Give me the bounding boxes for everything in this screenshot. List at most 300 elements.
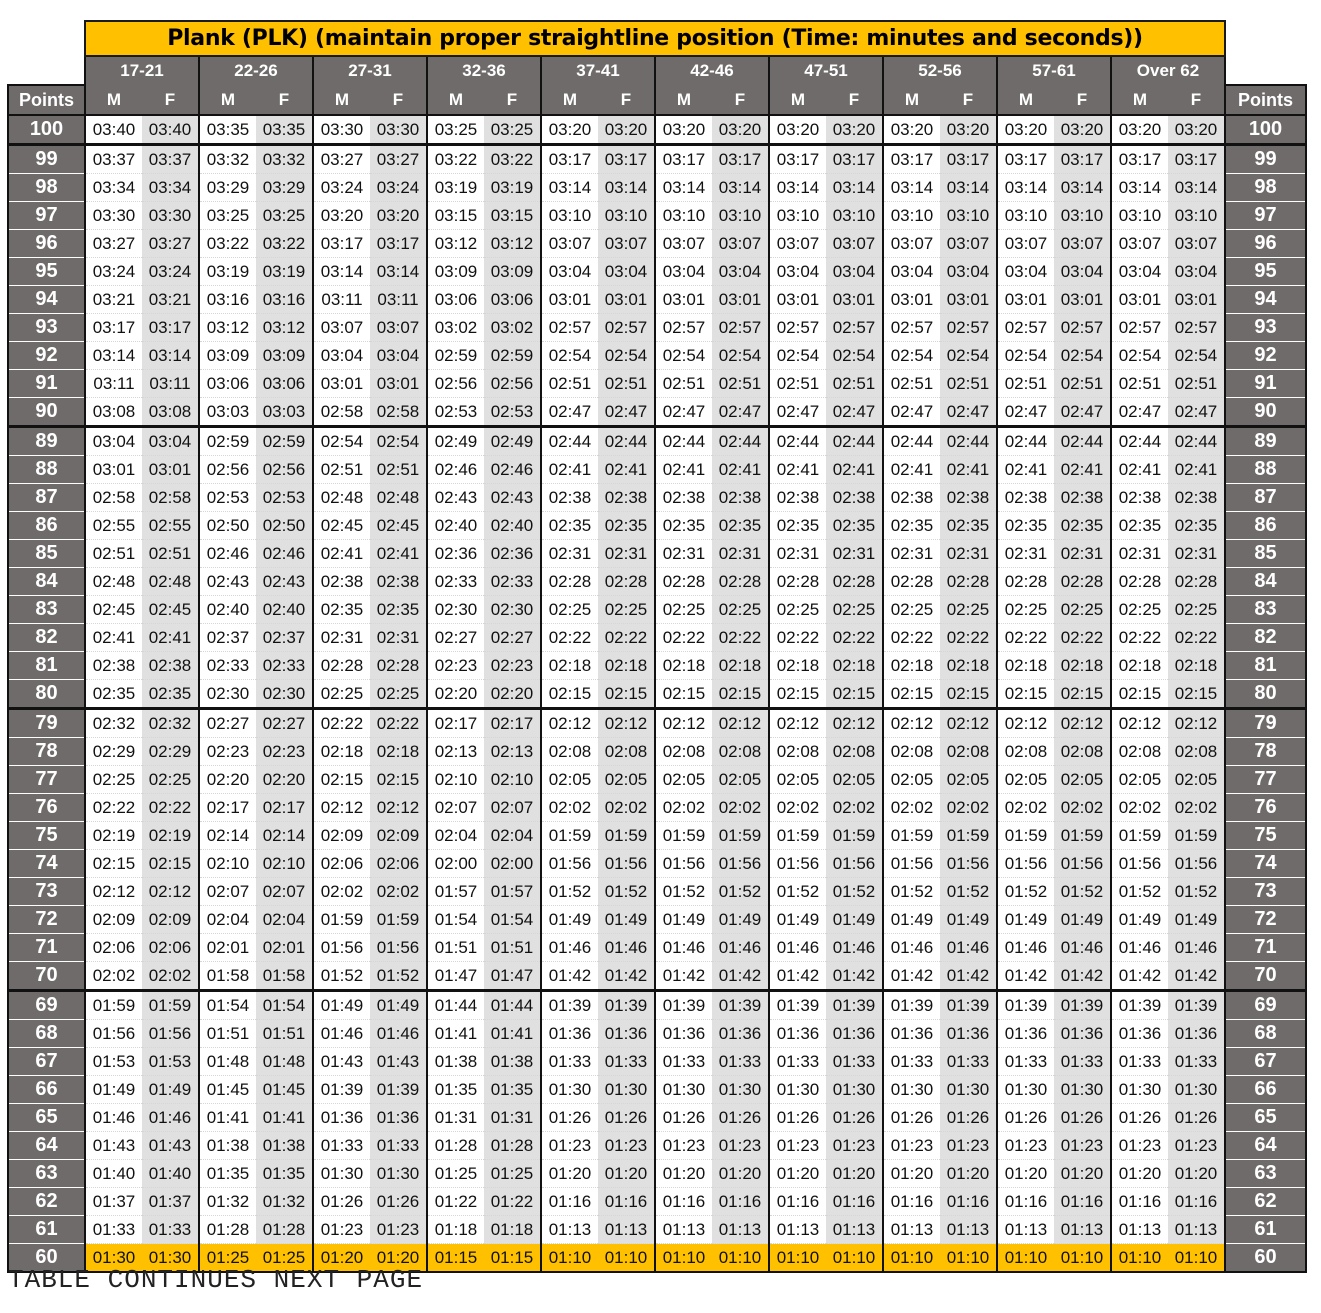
time-cell-male: 03:04 xyxy=(769,258,826,286)
points-cell-left: 82 xyxy=(8,624,85,652)
time-cell-female: 02:59 xyxy=(484,342,541,370)
time-cell-female: 03:17 xyxy=(598,145,655,174)
time-cell-female: 02:35 xyxy=(370,596,427,624)
time-cell-male: 01:25 xyxy=(199,1244,256,1273)
time-cell-male: 03:10 xyxy=(997,202,1054,230)
time-cell-female: 03:40 xyxy=(142,115,199,145)
time-cell-male: 01:13 xyxy=(541,1216,598,1244)
time-cell-female: 03:07 xyxy=(940,230,997,258)
table-row xyxy=(8,822,1306,850)
time-cell-female: 02:38 xyxy=(1168,484,1225,512)
points-cell-left: 60 xyxy=(8,1244,85,1273)
time-cell-male: 03:22 xyxy=(427,145,484,174)
time-cell-female: 01:13 xyxy=(712,1216,769,1244)
time-cell-male: 02:31 xyxy=(541,540,598,568)
time-cell-male: 02:28 xyxy=(997,568,1054,596)
time-cell-female: 01:26 xyxy=(1168,1104,1225,1132)
time-cell-female: 02:41 xyxy=(940,456,997,484)
time-cell-female: 02:48 xyxy=(370,484,427,512)
age-group-header-row xyxy=(8,56,1306,85)
time-cell-male: 03:01 xyxy=(1111,286,1168,314)
gender-header-male: M xyxy=(313,85,370,115)
time-cell-male: 01:16 xyxy=(883,1188,940,1216)
table-row xyxy=(8,286,1306,314)
gender-header-male: M xyxy=(427,85,484,115)
table-row xyxy=(8,512,1306,540)
time-cell-male: 03:14 xyxy=(541,174,598,202)
time-cell-female: 01:43 xyxy=(142,1132,199,1160)
time-cell-female: 01:26 xyxy=(598,1104,655,1132)
time-cell-male: 01:13 xyxy=(1111,1216,1168,1244)
time-cell-female: 01:39 xyxy=(598,991,655,1020)
table-row xyxy=(8,258,1306,286)
time-cell-male: 02:33 xyxy=(427,568,484,596)
time-cell-male: 01:33 xyxy=(655,1048,712,1076)
time-cell-female: 03:10 xyxy=(712,202,769,230)
points-cell-right: 74 xyxy=(1225,850,1306,878)
time-cell-male: 03:06 xyxy=(199,370,256,398)
table-row xyxy=(8,230,1306,258)
time-cell-male: 02:54 xyxy=(997,342,1054,370)
time-cell-female: 03:19 xyxy=(256,258,313,286)
time-cell-female: 01:52 xyxy=(826,878,883,906)
time-cell-female: 02:12 xyxy=(598,709,655,738)
time-cell-male: 03:20 xyxy=(541,115,598,145)
table-row xyxy=(8,174,1306,202)
time-cell-male: 02:41 xyxy=(997,456,1054,484)
time-cell-female: 01:20 xyxy=(1054,1160,1111,1188)
time-cell-male: 02:35 xyxy=(541,512,598,540)
time-cell-male: 03:37 xyxy=(85,145,142,174)
time-cell-female: 02:38 xyxy=(370,568,427,596)
time-cell-male: 01:49 xyxy=(313,991,370,1020)
time-cell-male: 02:02 xyxy=(1111,794,1168,822)
table-row xyxy=(8,484,1306,512)
time-cell-female: 03:09 xyxy=(256,342,313,370)
time-cell-female: 02:28 xyxy=(1054,568,1111,596)
time-cell-female: 02:35 xyxy=(826,512,883,540)
time-cell-male: 02:28 xyxy=(541,568,598,596)
points-cell-left: 77 xyxy=(8,766,85,794)
time-cell-female: 01:20 xyxy=(712,1160,769,1188)
time-cell-male: 01:59 xyxy=(769,822,826,850)
time-cell-male: 03:01 xyxy=(313,370,370,398)
time-cell-female: 01:59 xyxy=(826,822,883,850)
time-cell-female: 01:33 xyxy=(142,1216,199,1244)
gender-header-female: F xyxy=(142,85,199,115)
time-cell-female: 03:11 xyxy=(370,286,427,314)
time-cell-female: 03:01 xyxy=(370,370,427,398)
time-cell-female: 03:10 xyxy=(1168,202,1225,230)
time-cell-male: 02:02 xyxy=(883,794,940,822)
time-cell-female: 01:43 xyxy=(370,1048,427,1076)
time-cell-male: 01:23 xyxy=(541,1132,598,1160)
points-cell-right: 100 xyxy=(1225,115,1306,145)
time-cell-male: 02:25 xyxy=(883,596,940,624)
time-cell-female: 03:02 xyxy=(484,314,541,342)
time-cell-female: 03:14 xyxy=(712,174,769,202)
time-cell-male: 02:57 xyxy=(541,314,598,342)
time-cell-male: 02:08 xyxy=(883,738,940,766)
time-cell-female: 01:28 xyxy=(484,1132,541,1160)
time-cell-male: 03:27 xyxy=(85,230,142,258)
points-cell-right: 91 xyxy=(1225,370,1306,398)
time-cell-female: 02:02 xyxy=(940,794,997,822)
time-cell-male: 01:36 xyxy=(313,1104,370,1132)
time-cell-female: 02:22 xyxy=(940,624,997,652)
points-cell-right: 90 xyxy=(1225,398,1306,427)
table-row xyxy=(8,202,1306,230)
time-cell-female: 02:50 xyxy=(256,512,313,540)
time-cell-male: 02:22 xyxy=(997,624,1054,652)
time-cell-female: 01:54 xyxy=(256,991,313,1020)
points-cell-right: 65 xyxy=(1225,1104,1306,1132)
table-row xyxy=(8,991,1306,1020)
gender-header-female: F xyxy=(598,85,655,115)
time-cell-male: 02:12 xyxy=(769,709,826,738)
time-cell-female: 02:47 xyxy=(712,398,769,427)
time-cell-female: 02:25 xyxy=(940,596,997,624)
table-row xyxy=(8,709,1306,738)
time-cell-female: 02:54 xyxy=(940,342,997,370)
time-cell-female: 02:44 xyxy=(712,427,769,456)
time-cell-female: 02:22 xyxy=(712,624,769,652)
time-cell-female: 01:46 xyxy=(1054,934,1111,962)
time-cell-female: 01:42 xyxy=(1168,962,1225,991)
points-cell-left: 66 xyxy=(8,1076,85,1104)
time-cell-female: 01:44 xyxy=(484,991,541,1020)
time-cell-male: 03:04 xyxy=(883,258,940,286)
time-cell-female: 02:54 xyxy=(1168,342,1225,370)
time-cell-male: 01:16 xyxy=(769,1188,826,1216)
time-cell-male: 02:27 xyxy=(427,624,484,652)
time-cell-female: 02:27 xyxy=(484,624,541,652)
gender-header-female: F xyxy=(256,85,313,115)
table-row xyxy=(8,1076,1306,1104)
time-cell-male: 02:12 xyxy=(883,709,940,738)
time-cell-male: 01:52 xyxy=(769,878,826,906)
time-cell-female: 01:28 xyxy=(256,1216,313,1244)
time-cell-female: 01:59 xyxy=(370,906,427,934)
time-cell-male: 01:23 xyxy=(1111,1132,1168,1160)
time-cell-female: 02:12 xyxy=(142,878,199,906)
time-cell-male: 01:16 xyxy=(997,1188,1054,1216)
time-cell-female: 01:23 xyxy=(940,1132,997,1160)
time-cell-female: 02:25 xyxy=(1054,596,1111,624)
time-cell-male: 01:26 xyxy=(997,1104,1054,1132)
time-cell-female: 03:01 xyxy=(940,286,997,314)
age-group-header: 57-61 xyxy=(997,56,1111,85)
time-cell-male: 01:23 xyxy=(883,1132,940,1160)
time-cell-male: 02:04 xyxy=(427,822,484,850)
points-cell-right: 70 xyxy=(1225,962,1306,991)
time-cell-male: 02:41 xyxy=(655,456,712,484)
time-cell-male: 02:08 xyxy=(541,738,598,766)
time-cell-male: 02:12 xyxy=(997,709,1054,738)
time-cell-female: 01:36 xyxy=(712,1020,769,1048)
time-cell-female: 01:33 xyxy=(712,1048,769,1076)
time-cell-male: 01:13 xyxy=(655,1216,712,1244)
time-cell-male: 03:17 xyxy=(541,145,598,174)
points-cell-right: 63 xyxy=(1225,1160,1306,1188)
points-cell-left: 88 xyxy=(8,456,85,484)
table-row xyxy=(8,456,1306,484)
time-cell-female: 03:25 xyxy=(484,115,541,145)
time-cell-male: 02:59 xyxy=(427,342,484,370)
points-cell-right: 69 xyxy=(1225,991,1306,1020)
time-cell-female: 03:06 xyxy=(484,286,541,314)
age-group-header: 32-36 xyxy=(427,56,541,85)
time-cell-female: 02:15 xyxy=(940,680,997,709)
time-cell-male: 01:59 xyxy=(541,822,598,850)
time-cell-female: 01:23 xyxy=(712,1132,769,1160)
points-cell-right: 88 xyxy=(1225,456,1306,484)
time-cell-female: 02:25 xyxy=(1168,596,1225,624)
time-cell-female: 01:45 xyxy=(256,1076,313,1104)
time-cell-male: 01:10 xyxy=(769,1244,826,1273)
time-cell-male: 02:46 xyxy=(199,540,256,568)
age-group-header: Over 62 xyxy=(1111,56,1225,85)
time-cell-male: 01:30 xyxy=(883,1076,940,1104)
time-cell-male: 02:20 xyxy=(427,680,484,709)
time-cell-female: 02:59 xyxy=(256,427,313,456)
time-cell-female: 03:16 xyxy=(256,286,313,314)
time-cell-female: 02:22 xyxy=(598,624,655,652)
time-cell-female: 03:07 xyxy=(712,230,769,258)
table-row xyxy=(8,427,1306,456)
table-row xyxy=(8,794,1306,822)
points-cell-left: 68 xyxy=(8,1020,85,1048)
table-row xyxy=(8,1132,1306,1160)
time-cell-female: 03:21 xyxy=(142,286,199,314)
time-cell-male: 02:20 xyxy=(199,766,256,794)
points-cell-left: 85 xyxy=(8,540,85,568)
time-cell-male: 01:52 xyxy=(655,878,712,906)
time-cell-female: 01:23 xyxy=(598,1132,655,1160)
time-cell-female: 01:39 xyxy=(1168,991,1225,1020)
time-cell-female: 01:39 xyxy=(940,991,997,1020)
time-cell-male: 02:28 xyxy=(655,568,712,596)
points-cell-left: 95 xyxy=(8,258,85,286)
time-cell-female: 02:28 xyxy=(940,568,997,596)
time-cell-male: 03:21 xyxy=(85,286,142,314)
time-cell-female: 01:13 xyxy=(826,1216,883,1244)
time-cell-male: 02:35 xyxy=(85,680,142,709)
time-cell-male: 02:35 xyxy=(313,596,370,624)
time-cell-female: 03:11 xyxy=(142,370,199,398)
time-cell-male: 02:10 xyxy=(199,850,256,878)
time-cell-male: 01:26 xyxy=(313,1188,370,1216)
time-cell-male: 03:19 xyxy=(427,174,484,202)
time-cell-male: 02:58 xyxy=(85,484,142,512)
time-cell-female: 02:45 xyxy=(370,512,427,540)
time-cell-female: 01:56 xyxy=(142,1020,199,1048)
time-cell-male: 03:30 xyxy=(85,202,142,230)
time-cell-male: 03:01 xyxy=(997,286,1054,314)
time-cell-male: 03:07 xyxy=(883,230,940,258)
age-group-header: 27-31 xyxy=(313,56,427,85)
time-cell-male: 01:20 xyxy=(313,1244,370,1273)
time-cell-female: 02:22 xyxy=(370,709,427,738)
time-cell-female: 02:57 xyxy=(940,314,997,342)
time-cell-male: 02:59 xyxy=(199,427,256,456)
time-cell-female: 01:49 xyxy=(1054,906,1111,934)
time-cell-female: 02:31 xyxy=(826,540,883,568)
time-cell-male: 02:35 xyxy=(769,512,826,540)
time-cell-male: 01:51 xyxy=(427,934,484,962)
time-cell-female: 02:06 xyxy=(142,934,199,962)
time-cell-female: 02:28 xyxy=(598,568,655,596)
time-cell-female: 02:31 xyxy=(598,540,655,568)
time-cell-male: 02:31 xyxy=(769,540,826,568)
time-cell-female: 03:29 xyxy=(256,174,313,202)
time-cell-female: 02:08 xyxy=(712,738,769,766)
time-cell-female: 03:17 xyxy=(1054,145,1111,174)
time-cell-female: 02:35 xyxy=(940,512,997,540)
time-cell-male: 01:23 xyxy=(997,1132,1054,1160)
time-cell-female: 02:46 xyxy=(256,540,313,568)
time-cell-male: 01:38 xyxy=(427,1048,484,1076)
time-cell-male: 02:41 xyxy=(541,456,598,484)
points-cell-right: 73 xyxy=(1225,878,1306,906)
time-cell-female: 02:08 xyxy=(598,738,655,766)
time-cell-female: 03:10 xyxy=(940,202,997,230)
time-cell-male: 02:22 xyxy=(655,624,712,652)
time-cell-female: 01:10 xyxy=(712,1244,769,1273)
points-cell-left: 86 xyxy=(8,512,85,540)
time-cell-female: 02:04 xyxy=(484,822,541,850)
time-cell-female: 02:25 xyxy=(826,596,883,624)
points-cell-left: 87 xyxy=(8,484,85,512)
time-cell-female: 03:04 xyxy=(940,258,997,286)
time-cell-male: 02:35 xyxy=(1111,512,1168,540)
table-row xyxy=(8,962,1306,991)
time-cell-female: 02:22 xyxy=(1168,624,1225,652)
time-cell-male: 02:15 xyxy=(769,680,826,709)
time-cell-male: 01:39 xyxy=(769,991,826,1020)
points-cell-left: 96 xyxy=(8,230,85,258)
time-cell-female: 02:51 xyxy=(370,456,427,484)
time-cell-female: 01:30 xyxy=(712,1076,769,1104)
gender-header-male: M xyxy=(997,85,1054,115)
time-cell-male: 02:06 xyxy=(85,934,142,962)
time-cell-male: 02:12 xyxy=(541,709,598,738)
time-cell-male: 03:10 xyxy=(769,202,826,230)
time-cell-female: 02:18 xyxy=(940,652,997,680)
table-row xyxy=(8,1160,1306,1188)
time-cell-female: 01:59 xyxy=(712,822,769,850)
points-cell-right: 99 xyxy=(1225,145,1306,174)
points-cell-right: 97 xyxy=(1225,202,1306,230)
time-cell-male: 01:39 xyxy=(1111,991,1168,1020)
time-cell-male: 01:36 xyxy=(997,1020,1054,1048)
time-cell-female: 01:10 xyxy=(940,1244,997,1273)
points-cell-left: 72 xyxy=(8,906,85,934)
time-cell-male: 02:01 xyxy=(199,934,256,962)
time-cell-female: 02:15 xyxy=(712,680,769,709)
time-cell-male: 02:28 xyxy=(1111,568,1168,596)
time-cell-male: 02:45 xyxy=(313,512,370,540)
time-cell-male: 03:04 xyxy=(1111,258,1168,286)
time-cell-female: 03:20 xyxy=(370,202,427,230)
time-cell-female: 01:16 xyxy=(1054,1188,1111,1216)
time-cell-male: 01:49 xyxy=(769,906,826,934)
points-cell-left: 67 xyxy=(8,1048,85,1076)
time-cell-male: 02:53 xyxy=(427,398,484,427)
time-cell-female: 01:37 xyxy=(142,1188,199,1216)
time-cell-female: 02:23 xyxy=(256,738,313,766)
time-cell-male: 02:57 xyxy=(769,314,826,342)
gender-header-female: F xyxy=(484,85,541,115)
points-cell-left: 90 xyxy=(8,398,85,427)
time-cell-female: 01:42 xyxy=(940,962,997,991)
time-cell-male: 01:39 xyxy=(655,991,712,1020)
time-cell-male: 02:05 xyxy=(997,766,1054,794)
time-cell-male: 01:30 xyxy=(655,1076,712,1104)
table-row xyxy=(8,624,1306,652)
time-cell-female: 02:12 xyxy=(712,709,769,738)
points-cell-right: 80 xyxy=(1225,680,1306,709)
time-cell-male: 01:28 xyxy=(427,1132,484,1160)
time-cell-female: 01:25 xyxy=(256,1244,313,1273)
time-cell-female: 01:26 xyxy=(1054,1104,1111,1132)
time-cell-male: 02:22 xyxy=(313,709,370,738)
time-cell-male: 01:26 xyxy=(769,1104,826,1132)
time-cell-female: 02:02 xyxy=(826,794,883,822)
time-cell-male: 02:23 xyxy=(199,738,256,766)
time-cell-male: 01:39 xyxy=(883,991,940,1020)
points-cell-right: 94 xyxy=(1225,286,1306,314)
age-group-header: 17-21 xyxy=(85,56,199,85)
time-cell-male: 01:13 xyxy=(997,1216,1054,1244)
time-cell-female: 01:30 xyxy=(1168,1076,1225,1104)
points-cell-right: 86 xyxy=(1225,512,1306,540)
time-cell-male: 02:25 xyxy=(85,766,142,794)
time-cell-male: 02:53 xyxy=(199,484,256,512)
time-cell-female: 02:05 xyxy=(1168,766,1225,794)
time-cell-female: 01:26 xyxy=(826,1104,883,1132)
time-cell-male: 01:16 xyxy=(1111,1188,1168,1216)
gender-header-male: M xyxy=(655,85,712,115)
time-cell-male: 03:14 xyxy=(313,258,370,286)
time-cell-male: 03:20 xyxy=(769,115,826,145)
gender-header-female: F xyxy=(1168,85,1225,115)
time-cell-female: 01:20 xyxy=(826,1160,883,1188)
time-cell-male: 01:59 xyxy=(1111,822,1168,850)
time-cell-female: 02:18 xyxy=(1054,652,1111,680)
points-cell-left: 70 xyxy=(8,962,85,991)
time-cell-male: 02:00 xyxy=(427,850,484,878)
time-cell-female: 01:23 xyxy=(370,1216,427,1244)
time-cell-male: 01:59 xyxy=(313,906,370,934)
points-cell-left: 89 xyxy=(8,427,85,456)
time-cell-male: 03:32 xyxy=(199,145,256,174)
time-cell-female: 01:36 xyxy=(598,1020,655,1048)
time-cell-male: 01:10 xyxy=(541,1244,598,1273)
time-cell-female: 01:46 xyxy=(370,1020,427,1048)
time-cell-male: 03:14 xyxy=(997,174,1054,202)
time-cell-female: 01:31 xyxy=(484,1104,541,1132)
time-cell-female: 02:22 xyxy=(1054,624,1111,652)
points-cell-left: 65 xyxy=(8,1104,85,1132)
time-cell-male: 02:41 xyxy=(85,624,142,652)
time-cell-male: 01:46 xyxy=(313,1020,370,1048)
time-cell-male: 02:15 xyxy=(313,766,370,794)
time-cell-female: 02:45 xyxy=(142,596,199,624)
gender-header-row xyxy=(8,85,1306,115)
time-cell-male: 02:45 xyxy=(85,596,142,624)
points-cell-right: 75 xyxy=(1225,822,1306,850)
